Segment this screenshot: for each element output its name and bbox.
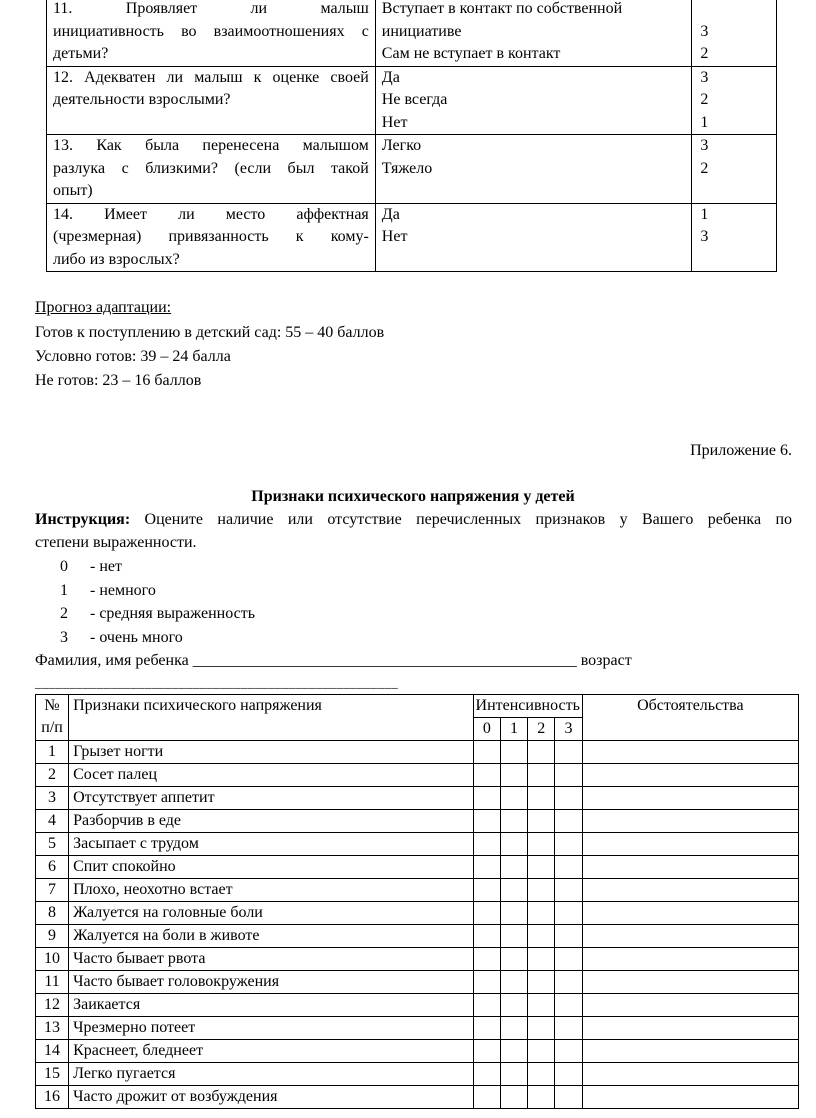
answer-scores	[692, 0, 777, 66]
intensity-cell-1[interactable]	[500, 971, 527, 994]
circumstances-cell[interactable]	[582, 948, 798, 971]
circumstances-cell[interactable]	[582, 971, 798, 994]
intensity-cell-3[interactable]	[555, 833, 582, 856]
intensity-cell-3[interactable]	[555, 1063, 582, 1086]
answer-score: 3	[700, 137, 709, 154]
header-level-2: 2	[528, 718, 555, 741]
sign-number: 7	[36, 879, 69, 902]
header-num	[36, 695, 69, 741]
sign-name: Легко пугается	[69, 1063, 474, 1086]
intensity-cell-2[interactable]	[528, 925, 555, 948]
intensity-cell-3[interactable]	[555, 764, 582, 787]
intensity-cell-0[interactable]	[473, 856, 500, 879]
scale-text: - очень много	[90, 629, 183, 646]
question-text	[47, 203, 376, 272]
intensity-cell-2[interactable]	[528, 856, 555, 879]
header-level-3: 3	[555, 718, 582, 741]
circumstances-cell[interactable]	[582, 1086, 798, 1109]
scale-value: 0	[60, 558, 68, 575]
sign-number: 8	[36, 902, 69, 925]
question-line: деятельности взрослыми?	[53, 91, 231, 108]
answer-score: 1	[700, 205, 709, 223]
answer-text: Нет	[381, 113, 408, 131]
intensity-cell-0[interactable]	[473, 948, 500, 971]
intensity-cell-3[interactable]	[555, 1086, 582, 1109]
sign-row	[36, 833, 799, 856]
intensity-cell-1[interactable]	[500, 764, 527, 787]
sign-number: 15	[36, 1063, 69, 1086]
circumstances-cell[interactable]	[582, 856, 798, 879]
signs-table	[35, 694, 799, 1109]
answer-score: 2	[700, 45, 709, 62]
intensity-cell-1[interactable]	[500, 925, 527, 948]
header-circumstances: Обстоятельства	[582, 695, 798, 741]
sign-name: Засыпает с трудом	[69, 833, 474, 856]
scale-text: - немного	[90, 582, 156, 599]
sign-number: 11	[36, 971, 69, 994]
question-row	[47, 0, 777, 66]
score-gap	[700, 0, 770, 21]
sign-name: Заикается	[69, 994, 474, 1017]
intensity-cell-1[interactable]	[500, 994, 527, 1017]
question-line: 11. Проявляет ли малыш	[53, 0, 369, 17]
intensity-cell-1[interactable]	[500, 1040, 527, 1063]
sign-number: 6	[36, 856, 69, 879]
sign-number: 5	[36, 833, 69, 856]
answer-text: Вступает в контакт по собственной	[381, 0, 623, 17]
question-line: 12. Адекватен ли малыш к оценке своей	[53, 68, 369, 86]
sign-name: Жалуется на боли в животе	[69, 925, 474, 948]
sign-name: Жалуется на головные боли	[69, 902, 474, 925]
sign-number: 14	[36, 1040, 69, 1063]
question-row	[47, 135, 777, 204]
questionnaire-body	[47, 0, 777, 272]
intensity-cell-2[interactable]	[528, 994, 555, 1017]
sign-row	[36, 879, 799, 902]
intensity-cell-2[interactable]	[528, 948, 555, 971]
sign-row	[36, 1017, 799, 1040]
sign-name: Чрезмерно потеет	[69, 1017, 474, 1040]
sign-row	[36, 741, 799, 764]
scale-value: 1	[60, 582, 68, 599]
sign-number: 13	[36, 1017, 69, 1040]
sign-row	[36, 856, 799, 879]
sign-row	[36, 948, 799, 971]
scale-value: 3	[60, 629, 68, 646]
sign-row	[36, 810, 799, 833]
question-line: детьми?	[53, 45, 109, 62]
circumstances-cell[interactable]	[582, 925, 798, 948]
question-line: 14. Имеет ли место аффектная	[53, 205, 369, 223]
intensity-cell-2[interactable]	[528, 1040, 555, 1063]
circumstances-cell[interactable]	[582, 994, 798, 1017]
prognosis-not-ready: Не готов: 23 – 16 баллов	[35, 372, 202, 389]
circumstances-cell[interactable]	[582, 879, 798, 902]
question-line: 13. Как была перенесена малышом	[53, 137, 369, 154]
question-row	[47, 203, 777, 272]
answer-score: 1	[700, 113, 709, 131]
scale-item	[60, 603, 255, 625]
intensity-cell-0[interactable]	[473, 879, 500, 902]
intensity-cell-0[interactable]	[473, 1040, 500, 1063]
answer-text: Да	[381, 205, 400, 223]
intensity-cell-3[interactable]	[555, 787, 582, 810]
answer-scores	[692, 203, 777, 272]
intensity-cell-3[interactable]	[555, 1017, 582, 1040]
sign-number: 1	[36, 741, 69, 764]
header-level-1: 1	[500, 718, 527, 741]
intensity-cell-0[interactable]	[473, 971, 500, 994]
sign-row	[36, 971, 799, 994]
intensity-cell-0[interactable]	[473, 764, 500, 787]
intensity-cell-2[interactable]	[528, 902, 555, 925]
sign-number: 16	[36, 1086, 69, 1109]
answer-options	[375, 66, 692, 135]
intensity-cell-1[interactable]	[500, 810, 527, 833]
signs-header-row	[36, 695, 799, 718]
sign-number: 4	[36, 810, 69, 833]
intensity-cell-2[interactable]	[528, 971, 555, 994]
question-line: разлука с близкими? (если был такой	[53, 159, 369, 177]
answer-text: Легко	[381, 137, 422, 154]
intensity-cell-1[interactable]	[500, 902, 527, 925]
answer-text: Сам не вступает в контакт	[381, 45, 561, 62]
signs-table-body	[36, 695, 799, 1109]
sign-row	[36, 1063, 799, 1086]
question-line: (чрезмерная) привязанность к кому-	[53, 228, 369, 245]
intensity-cell-1[interactable]	[500, 741, 527, 764]
sign-row	[36, 994, 799, 1017]
circumstances-cell[interactable]	[582, 787, 798, 810]
answer-score: 2	[700, 159, 709, 177]
answer-text: Тяжело	[381, 159, 433, 177]
intensity-cell-1[interactable]	[500, 833, 527, 856]
intensity-cell-1[interactable]	[500, 1086, 527, 1109]
intensity-cell-0[interactable]	[473, 1017, 500, 1040]
intensity-cell-0[interactable]	[473, 925, 500, 948]
header-num-line-1: №	[44, 697, 60, 714]
answer-score: 3	[700, 68, 709, 86]
header-level-0: 0	[473, 718, 500, 741]
intensity-cell-0[interactable]	[473, 1063, 500, 1086]
sign-name: Часто бывает рвота	[69, 948, 474, 971]
circumstances-cell[interactable]	[582, 1040, 798, 1063]
intensity-cell-2[interactable]	[528, 764, 555, 787]
question-text	[47, 66, 376, 135]
intensity-cell-3[interactable]	[555, 994, 582, 1017]
answer-options	[375, 0, 692, 66]
header-signs: Признаки психического напряжения	[69, 695, 474, 741]
circumstances-cell[interactable]	[582, 764, 798, 787]
answer-text: Не всегда	[381, 91, 448, 108]
circumstances-cell[interactable]	[582, 833, 798, 856]
scale-item	[60, 556, 122, 578]
question-line: опыт)	[53, 182, 93, 199]
intensity-cell-3[interactable]	[555, 856, 582, 879]
sign-row	[36, 1040, 799, 1063]
sign-row	[36, 902, 799, 925]
child-age-label: возраст	[580, 652, 632, 669]
sign-number: 2	[36, 764, 69, 787]
intensity-cell-2[interactable]	[528, 810, 555, 833]
intensity-cell-2[interactable]	[528, 833, 555, 856]
child-name-label: Фамилия, имя ребенка	[35, 652, 189, 669]
sign-row	[36, 787, 799, 810]
header-num-line-2: п/п	[41, 719, 63, 736]
scale-item	[60, 627, 183, 649]
answer-options	[375, 135, 692, 204]
questionnaire-table	[46, 0, 777, 272]
sign-name: Разборчив в еде	[69, 810, 474, 833]
answer-scores	[692, 135, 777, 204]
answer-text: Да	[381, 68, 400, 86]
intensity-cell-1[interactable]	[500, 948, 527, 971]
intensity-cell-0[interactable]	[473, 994, 500, 1017]
instruction-line-2: степени выраженности.	[35, 534, 197, 551]
circumstances-cell[interactable]	[582, 741, 798, 764]
intensity-cell-3[interactable]	[555, 971, 582, 994]
question-row	[47, 66, 777, 135]
intensity-cell-3[interactable]	[555, 925, 582, 948]
circumstances-cell[interactable]	[582, 1063, 798, 1086]
sign-row	[36, 925, 799, 948]
prognosis-ready: Готов к поступлению в детский сад: 55 – 40 баллов	[35, 324, 385, 341]
question-text	[47, 0, 376, 66]
scale-text: - нет	[90, 558, 122, 575]
sign-name: Часто дрожит от возбуждения	[69, 1086, 474, 1109]
intensity-cell-1[interactable]	[500, 879, 527, 902]
sign-number: 12	[36, 994, 69, 1017]
prognosis-conditional: Условно готов: 39 – 24 балла	[35, 348, 231, 365]
answer-score: 2	[700, 91, 709, 108]
prognosis-title: Прогноз адаптации:	[35, 299, 172, 316]
child-extra-blank[interactable]: _____________________________________________________	[35, 675, 399, 690]
sign-name: Краснеет, бледнеет	[69, 1040, 474, 1063]
circumstances-cell[interactable]	[582, 810, 798, 833]
sign-name: Грызет ногти	[69, 741, 474, 764]
intensity-cell-3[interactable]	[555, 902, 582, 925]
sign-name: Отсутствует аппетит	[69, 787, 474, 810]
child-name-blank[interactable]: ________________________________________________	[192, 652, 577, 669]
intensity-cell-3[interactable]	[555, 948, 582, 971]
instruction-text: Оцените наличие или отсутствие перечисленных признаков у Вашего ребенка по	[130, 511, 792, 528]
intensity-cell-1[interactable]	[500, 787, 527, 810]
intensity-cell-3[interactable]	[555, 879, 582, 902]
answer-score: 3	[700, 228, 709, 245]
intensity-cell-2[interactable]	[528, 1086, 555, 1109]
answer-options	[375, 203, 692, 272]
intensity-cell-2[interactable]	[528, 741, 555, 764]
intensity-cell-0[interactable]	[473, 741, 500, 764]
question-text	[47, 135, 376, 204]
sign-row	[36, 764, 799, 787]
answer-text: инициативе	[381, 22, 462, 40]
instruction-label: Инструкция:	[35, 511, 131, 528]
appendix-label: Приложение 6.	[690, 442, 792, 459]
header-intensity: Интенсивность	[473, 695, 582, 718]
scale-item	[60, 580, 156, 602]
intensity-cell-3[interactable]	[555, 810, 582, 833]
question-line: инициативность во взаимоотношениях с	[53, 22, 369, 40]
question-line: либо из взрослых?	[53, 250, 180, 268]
sign-row	[36, 1086, 799, 1109]
intensity-cell-0[interactable]	[473, 902, 500, 925]
scale-value: 2	[60, 605, 68, 622]
intensity-cell-1[interactable]	[500, 1063, 527, 1086]
answer-score: 3	[700, 22, 709, 40]
circumstances-cell[interactable]	[582, 902, 798, 925]
answer-scores	[692, 66, 777, 135]
intensity-cell-2[interactable]	[528, 1063, 555, 1086]
section-title: Признаки психического напряжения у детей	[251, 488, 575, 505]
intensity-cell-0[interactable]	[473, 810, 500, 833]
intensity-cell-0[interactable]	[473, 1086, 500, 1109]
sign-number: 3	[36, 787, 69, 810]
child-name-line	[35, 650, 632, 672]
intensity-cell-2[interactable]	[528, 1017, 555, 1040]
intensity-cell-0[interactable]	[473, 833, 500, 856]
scale-text: - средняя выраженность	[90, 605, 256, 622]
intensity-cell-2[interactable]	[528, 879, 555, 902]
sign-name: Сосет палец	[69, 764, 474, 787]
sign-name: Спит спокойно	[69, 856, 474, 879]
sign-name: Часто бывает головокружения	[69, 971, 474, 994]
sign-name: Плохо, неохотно встает	[69, 879, 474, 902]
sign-number: 10	[36, 948, 69, 971]
intensity-cell-1[interactable]	[500, 856, 527, 879]
sign-number: 9	[36, 925, 69, 948]
circumstances-cell[interactable]	[582, 1017, 798, 1040]
answer-text: Нет	[381, 228, 408, 245]
intensity-cell-3[interactable]	[555, 1040, 582, 1063]
intensity-cell-0[interactable]	[473, 787, 500, 810]
intensity-cell-1[interactable]	[500, 1017, 527, 1040]
instruction-line-1	[35, 509, 792, 531]
intensity-cell-3[interactable]	[555, 741, 582, 764]
intensity-cell-2[interactable]	[528, 787, 555, 810]
